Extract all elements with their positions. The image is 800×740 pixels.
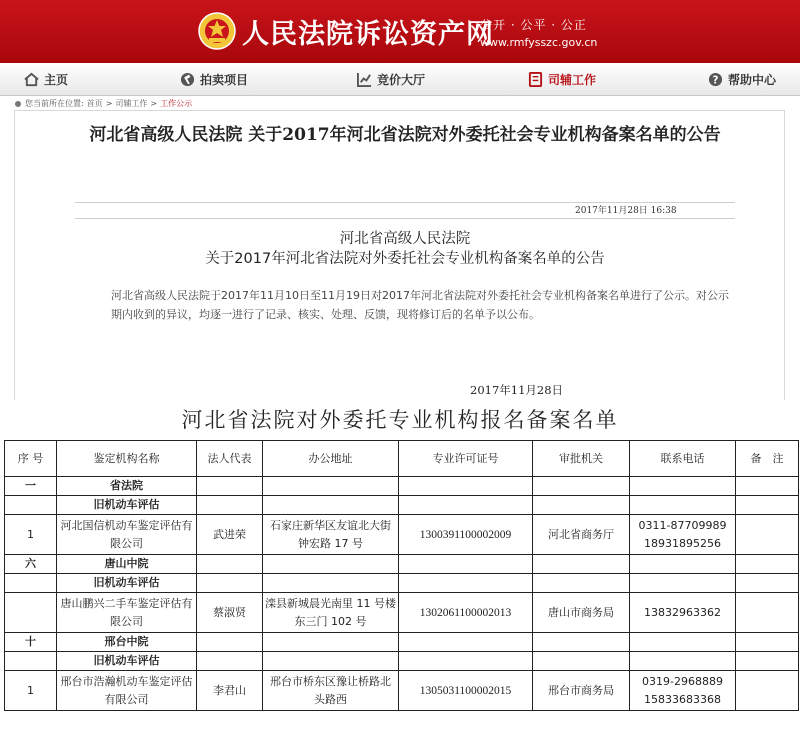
gavel-icon bbox=[180, 72, 195, 87]
cell-license: 1302061100002013 bbox=[399, 593, 533, 633]
nav-label: 帮助中心 bbox=[728, 73, 777, 87]
cell-note bbox=[736, 671, 799, 711]
breadcrumb-judicial[interactable]: 司辅工作 bbox=[115, 99, 148, 108]
cell-authority: 邢台市商务局 bbox=[533, 671, 630, 711]
breadcrumb-current[interactable]: 工作公示 bbox=[160, 99, 193, 108]
category-row bbox=[5, 496, 799, 515]
nav-label: 拍卖项目 bbox=[200, 73, 249, 87]
help-icon bbox=[708, 72, 723, 87]
cell-addr: 邢台市桥东区豫让桥路北头路西 bbox=[263, 671, 399, 711]
table-row bbox=[5, 593, 799, 633]
phone-2: 18931895256 bbox=[644, 536, 721, 550]
section-court: 省法院 bbox=[57, 477, 197, 496]
site-header bbox=[0, 0, 800, 63]
cell-phone bbox=[630, 671, 736, 711]
phone-1: 0319-2968889 bbox=[642, 674, 723, 688]
nav-label: 主页 bbox=[44, 73, 69, 87]
site-logo-text[interactable]: 人民法院诉讼资产网 bbox=[242, 19, 494, 50]
cell-rep: 武进荣 bbox=[197, 515, 263, 555]
cell-authority: 河北省商务厅 bbox=[533, 515, 630, 555]
notice-heading-court: 河北省高级人民法院 bbox=[339, 231, 471, 247]
section-court: 唐山中院 bbox=[57, 555, 197, 574]
sign-date: 2017年11月28日 bbox=[470, 383, 564, 397]
court-emblem-icon bbox=[198, 10, 236, 52]
nav-label: 竞价大厅 bbox=[377, 73, 426, 87]
category-row bbox=[5, 652, 799, 671]
cell-addr: 滦县新城晨光南里 11 号楼东三门 102 号 bbox=[263, 593, 399, 633]
site-slogan: 公开 · 公平 · 公正 bbox=[480, 18, 587, 32]
cell-phone bbox=[630, 593, 736, 633]
home-icon bbox=[24, 72, 39, 87]
nav-label: 司辅工作 bbox=[548, 73, 597, 87]
site-url: www.rmfysszc.gov.cn bbox=[480, 36, 598, 49]
cell-rep: 蔡淑贤 bbox=[197, 593, 263, 633]
book-icon bbox=[528, 72, 543, 87]
col-header: 鉴定机构名称 bbox=[57, 441, 197, 477]
breadcrumb-sep: > bbox=[150, 99, 158, 108]
category-label: 旧机动车评估 bbox=[57, 652, 197, 671]
registry-table bbox=[4, 440, 799, 711]
article-title: 河北省高级人民法院 关于2017年河北省法院对外委托社会专业机构备案名单的公告 bbox=[89, 125, 721, 145]
nav-item-home[interactable] bbox=[24, 71, 68, 88]
notice-heading-subject: 关于2017年河北省法院对外委托社会专业机构备案名单的公告 bbox=[205, 251, 605, 267]
breadcrumb-prefix: 您当前所在位置: bbox=[25, 99, 84, 108]
cell-authority: 唐山市商务局 bbox=[533, 593, 630, 633]
chart-icon bbox=[357, 72, 372, 87]
section-row bbox=[5, 555, 799, 574]
section-court: 邢台中院 bbox=[57, 633, 197, 652]
nav-item-auction[interactable] bbox=[180, 71, 248, 88]
col-header: 办公地址 bbox=[263, 441, 399, 477]
category-label: 旧机动车评估 bbox=[57, 574, 197, 593]
table-title: 河北省法院对外委托专业机构报名备案名单 bbox=[181, 408, 619, 432]
section-number: 一 bbox=[5, 477, 57, 496]
notice-body: 河北省高级人民法院于2017年11月10日至11月19日对2017年河北省法院对外委托社会专业机构备案名单进行了公示。对公示期内收到的异议，均逐一进行了记录、核实、处理、反馈，现将修订后的名单予以公布。 bbox=[111, 289, 729, 321]
cell-name: 河北国信机动车鉴定评估有限公司 bbox=[57, 515, 197, 555]
cell-phone bbox=[630, 515, 736, 555]
col-header: 备 注 bbox=[736, 441, 799, 477]
cell-rep: 李君山 bbox=[197, 671, 263, 711]
cell-addr: 石家庄新华区友谊北大街钟宏路 17 号 bbox=[263, 515, 399, 555]
cell-license: 1305031100002015 bbox=[399, 671, 533, 711]
nav-item-judicial[interactable] bbox=[528, 71, 596, 88]
section-number: 六 bbox=[5, 555, 57, 574]
breadcrumb-sep: > bbox=[105, 99, 113, 108]
nav-item-bidding[interactable] bbox=[357, 71, 425, 88]
main-nav bbox=[0, 63, 800, 96]
phone-2: 15833683368 bbox=[644, 692, 721, 706]
publish-time: 2017年11月28日 16:38 bbox=[575, 206, 677, 216]
cell-no bbox=[5, 593, 57, 633]
cell-name: 唐山鹏兴二手车鉴定评估有限公司 bbox=[57, 593, 197, 633]
section-number: 十 bbox=[5, 633, 57, 652]
category-row bbox=[5, 574, 799, 593]
cell-license: 1300391100002009 bbox=[399, 515, 533, 555]
cell-name: 邢台市浩瀚机动车鉴定评估有限公司 bbox=[57, 671, 197, 711]
col-header: 序 号 bbox=[5, 441, 57, 477]
svg-text:?: ? bbox=[712, 74, 719, 87]
table-row bbox=[5, 515, 799, 555]
col-header: 审批机关 bbox=[533, 441, 630, 477]
table-header-row bbox=[5, 441, 799, 477]
phone-1: 13832963362 bbox=[644, 605, 721, 619]
article-container bbox=[14, 110, 785, 400]
breadcrumb bbox=[14, 98, 192, 109]
phone-1: 0311-87709989 bbox=[638, 518, 727, 532]
divider bbox=[75, 218, 735, 219]
cell-no: 1 bbox=[5, 671, 57, 711]
cell-note bbox=[736, 515, 799, 555]
col-header: 联系电话 bbox=[630, 441, 736, 477]
cell-no: 1 bbox=[5, 515, 57, 555]
category-label: 旧机动车评估 bbox=[57, 496, 197, 515]
nav-item-help[interactable] bbox=[708, 71, 776, 88]
table-row bbox=[5, 671, 799, 711]
section-row bbox=[5, 477, 799, 496]
col-header: 法人代表 bbox=[197, 441, 263, 477]
cell-note bbox=[736, 593, 799, 633]
location-icon bbox=[14, 100, 22, 108]
col-header: 专业许可证号 bbox=[399, 441, 533, 477]
section-row bbox=[5, 633, 799, 652]
breadcrumb-home[interactable]: 首页 bbox=[86, 99, 103, 108]
